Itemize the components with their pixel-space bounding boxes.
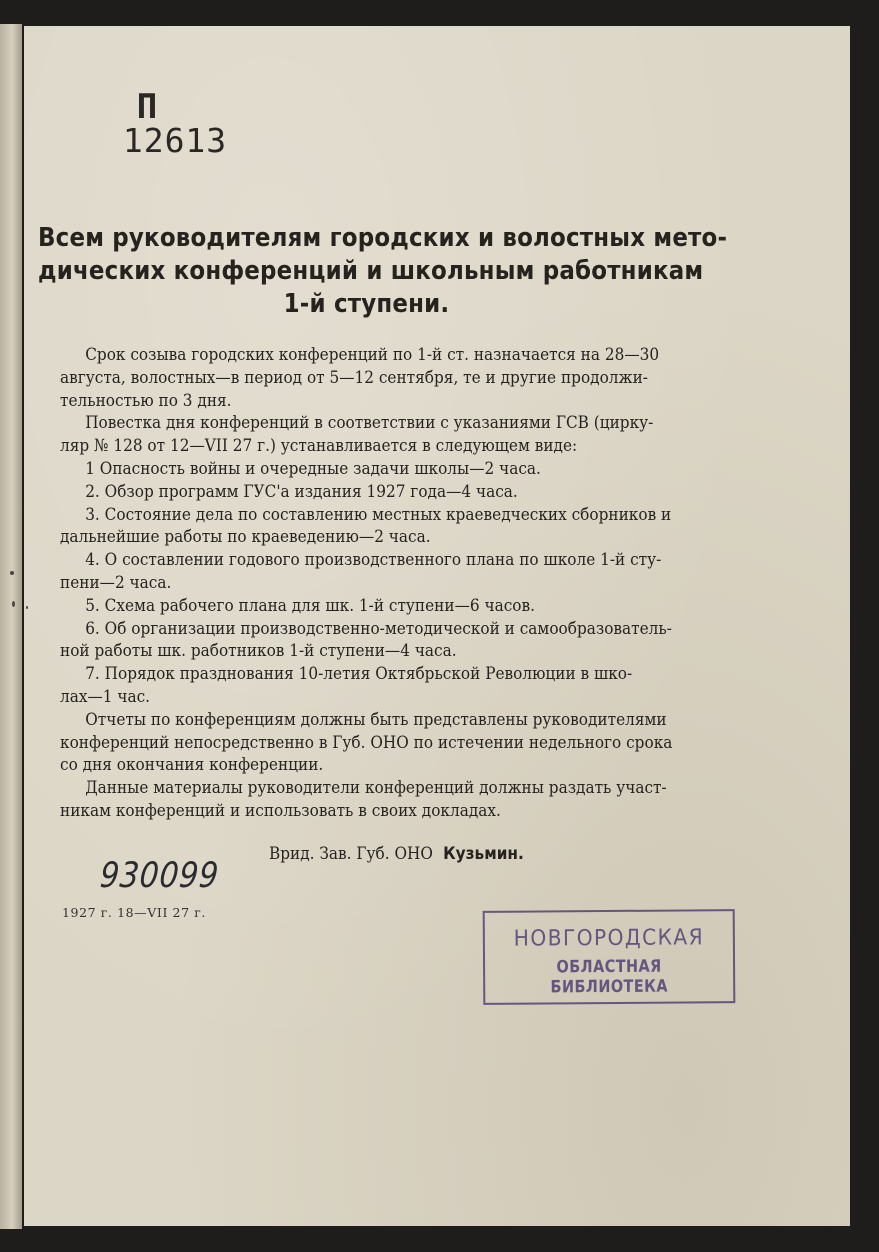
document-body	[60, 344, 762, 823]
agenda-item: 5. Схема рабочего плана для шк. 1-й ступени—6 часов.	[85, 595, 535, 616]
agenda-item: 1 Опасность войны и очередные задачи школы—2 часа.	[85, 458, 541, 479]
shelfmark-letter: П	[136, 87, 158, 127]
title-line: дических конференций и школьным работникам	[38, 256, 704, 286]
agenda-item: 3. Состояние дела по составлению местных краеведческих сборников и	[85, 504, 672, 525]
shelfmark-number: 12613	[122, 121, 228, 160]
signature-position: Врид. Зав. Губ. ОНО	[269, 844, 433, 864]
document-page	[24, 26, 850, 1226]
body-line: никам конференций и использовать в своих докладах.	[60, 800, 501, 821]
library-stamp	[483, 909, 736, 1005]
body-line: Срок созыва городских конференций по 1-й ст. назначается на 28—30	[85, 345, 660, 365]
body-line: ной работы шк. работников 1-й ступени—4 часа.	[60, 641, 457, 662]
stamp-line-1: НОВГОРОДСКАЯ	[513, 925, 705, 952]
shelfmark	[110, 87, 240, 160]
agenda-item: 6. Об организации производственно-методической и самообразователь-	[85, 618, 672, 639]
print-info: 1927 г. 18—VII 27 г.	[62, 905, 206, 920]
body-line: пени—2 часа.	[60, 572, 172, 593]
agenda-item: 4. О составлении годового производственного плана по школе 1-й сту-	[85, 550, 662, 571]
body-line: тельностью по 3 дня.	[60, 390, 232, 411]
title-line: Всем руководителям городских и волостных мето-	[38, 223, 728, 253]
body-line: Повестка дня конференций в соответствии с указаниями ГСВ (цирку-	[85, 413, 654, 434]
body-line: лах—1 час.	[60, 686, 151, 707]
signature-name: Кузьмин.	[443, 844, 524, 864]
body-line: Отчеты по конференциям должны быть представлены руководителями	[85, 709, 667, 730]
handwritten-inventory-number: 930099	[98, 856, 221, 896]
document-title	[38, 222, 728, 321]
agenda-item: 7. Порядок празднования 10-летия Октябрьской Революции в шко-	[85, 664, 633, 685]
previous-page-edge	[0, 24, 22, 1229]
title-line: 1-й ступени.	[283, 289, 450, 319]
agenda-item: 2. Обзор программ ГУС'а издания 1927 года—4 часа.	[85, 481, 518, 502]
body-line: Данные материалы руководители конференций должны раздать участ-	[85, 778, 667, 799]
stamp-line-2: ОБЛАСТНАЯ БИБЛИОТЕКА	[550, 956, 669, 998]
body-line: дальнейшие работы по краеведению—2 часа.	[60, 527, 431, 548]
body-line: августа, волостных—в период от 5—12 сентября, те и другие продолжи-	[60, 367, 648, 388]
body-line: со дня окончания конференции.	[60, 755, 324, 776]
signature	[269, 844, 524, 864]
body-line: ляр № 128 от 12—VII 27 г.) устанавливается в следующем виде:	[60, 436, 578, 457]
body-line: конференций непосредственно в Губ. ОНО по истечении недельного срока	[60, 732, 673, 753]
